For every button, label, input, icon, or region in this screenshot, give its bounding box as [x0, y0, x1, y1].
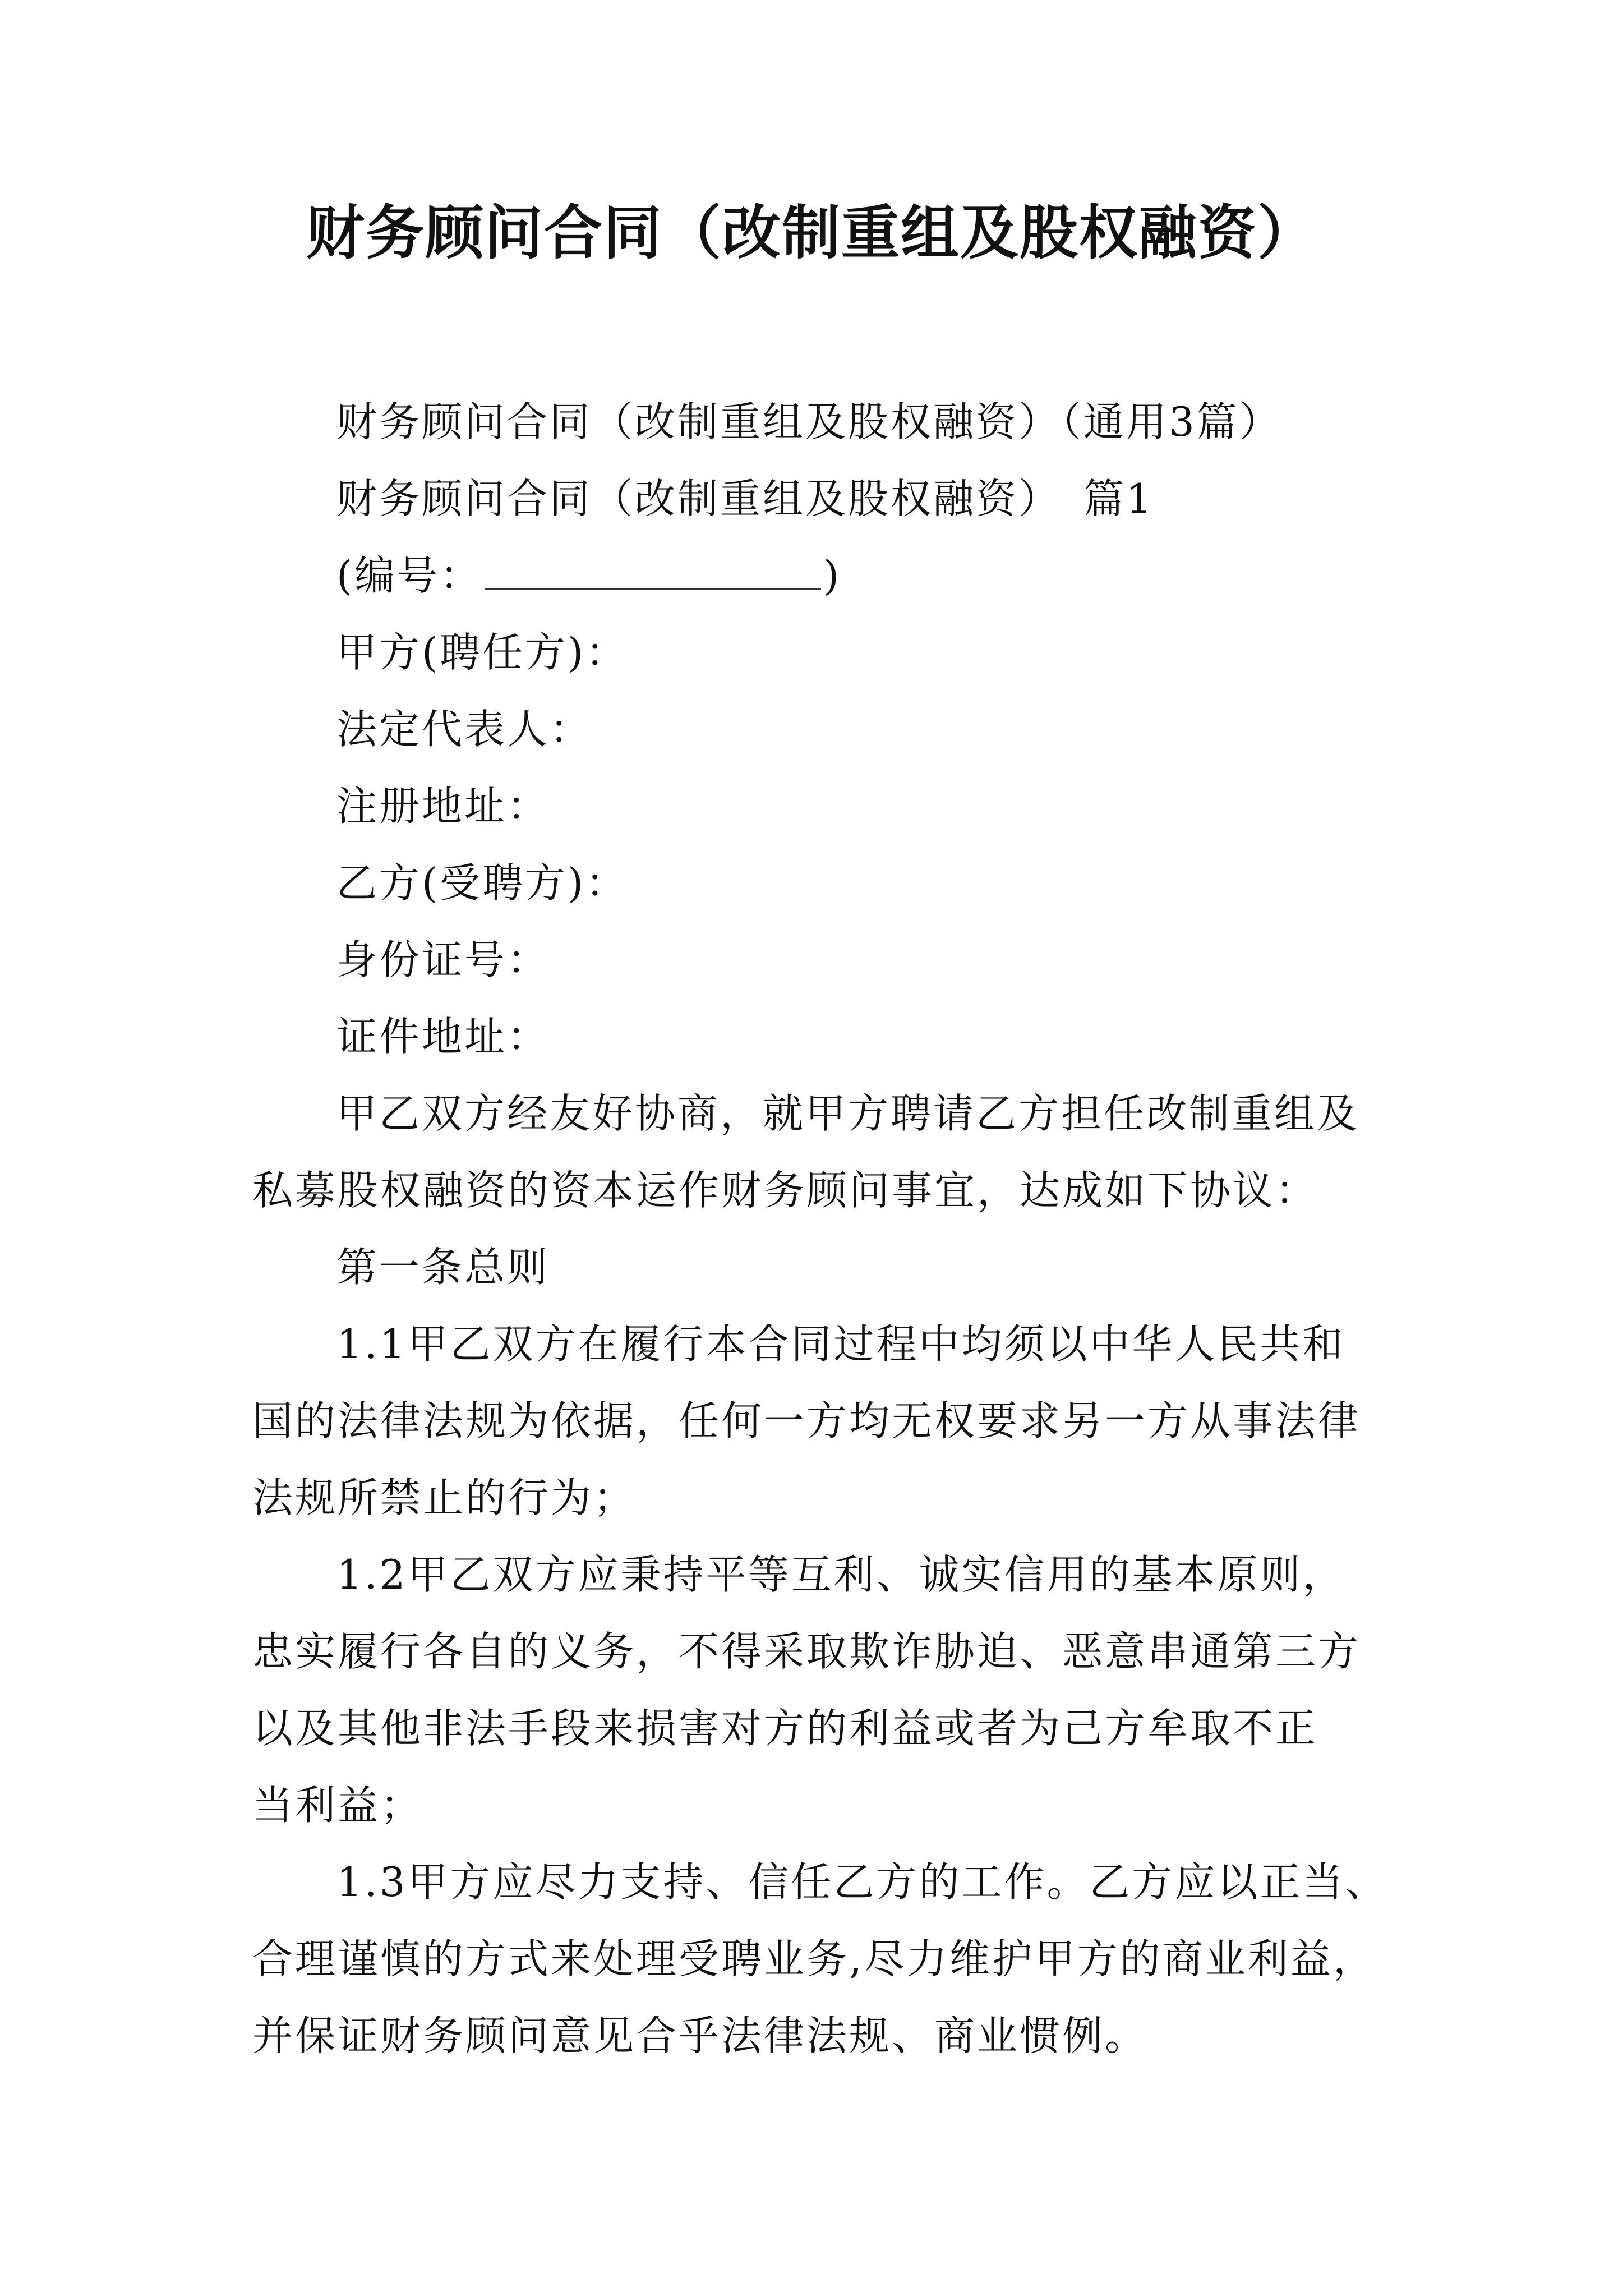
contract-number-close: )	[823, 552, 842, 599]
party-a-label: 甲方(聘任方)：	[336, 629, 629, 676]
contract-number-label: (编号：	[336, 552, 483, 599]
article-1-heading: 第一条总则	[336, 1244, 550, 1291]
subtitle-general: 财务顾问合同（改制重组及股权融资）（通用3篇）	[336, 398, 1282, 445]
document-title: 财务顾问合同（改制重组及股权融资）	[306, 199, 1317, 267]
paragraph-line: 法规所禁止的行为；	[252, 1474, 637, 1521]
paragraph-line: 国的法律法规为依据，任何一方均无权要求另一方从事法律	[252, 1397, 1361, 1444]
paragraph-line: 1.3甲方应尽力支持、信任乙方的工作。乙方应以正当、	[336, 1858, 1388, 1906]
id-address-label: 证件地址：	[336, 1013, 550, 1060]
clause-1-3	[252, 1844, 1396, 2074]
paragraph-line: 当利益；	[252, 1782, 423, 1829]
contract-number-line	[252, 537, 1396, 614]
paragraph-line: 1.1甲乙双方在履行本合同过程中均须以中华人民共和	[336, 1320, 1345, 1368]
paragraph-line: 以及其他非法手段来损害对方的利益或者为己方牟取不正	[252, 1705, 1318, 1752]
clause-1-2	[252, 1536, 1396, 1844]
id-number-label: 身份证号：	[336, 936, 550, 983]
legal-representative-label: 法定代表人：	[336, 706, 593, 753]
contract-number-blank	[485, 554, 821, 590]
intro-paragraph	[252, 1075, 1396, 1229]
party-b-label: 乙方(受聘方)：	[336, 859, 629, 907]
paragraph-line: 私募股权融资的资本运作财务顾问事宜，达成如下协议：	[252, 1167, 1318, 1214]
paragraph-line: 甲乙双方经友好协商，就甲方聘请乙方担任改制重组及	[336, 1090, 1360, 1137]
paragraph-line: 1.2甲乙双方应秉持平等互利、诚实信用的基本原则，	[336, 1551, 1345, 1598]
document-body	[252, 384, 1396, 2074]
clause-1-1	[252, 1306, 1396, 1536]
paragraph-line: 并保证财务顾问意见合乎法律法规、商业惯例。	[252, 2012, 1148, 2059]
paragraph-line: 合理谨慎的方式来处理受聘业务,尽力维护甲方的商业利益，	[252, 1935, 1376, 1982]
subtitle-part1: 财务顾问合同（改制重组及股权融资） 篇1	[336, 475, 1154, 522]
paragraph-line: 忠实履行各自的义务，不得采取欺诈胁迫、恶意串通第三方	[252, 1628, 1361, 1675]
registered-address-label: 注册地址：	[336, 783, 550, 830]
